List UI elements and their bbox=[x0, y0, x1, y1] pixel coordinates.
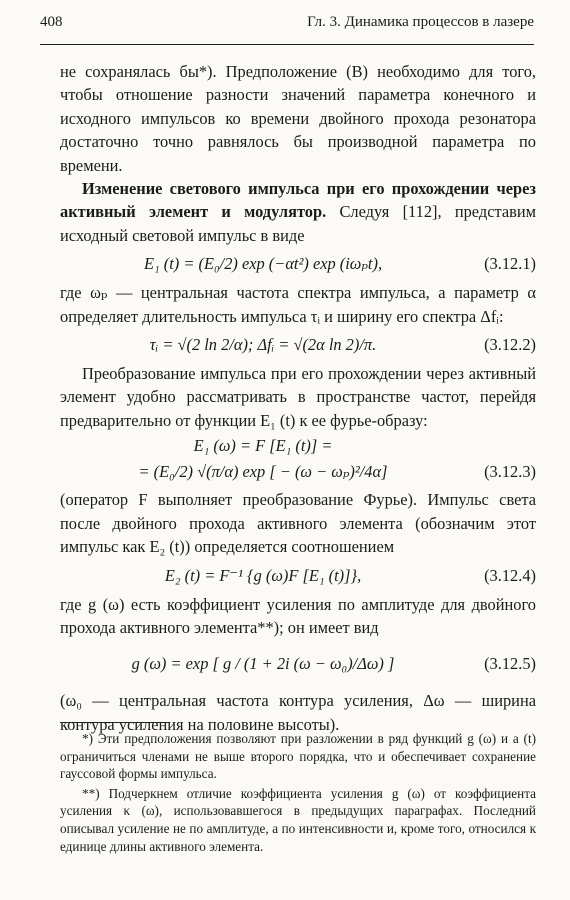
footnotes bbox=[60, 730, 536, 857]
main-text bbox=[60, 60, 536, 736]
equation-3-12-4 bbox=[60, 562, 536, 590]
section-heading: Изменение светового импульса при его прохождении через активный элемент и модулятор. bbox=[60, 179, 536, 222]
paragraph-3: где ωₚ — центральная частота спектра импульса, а параметр α определяет длительность импульса τᵢ и ширину его спектра Δfᵢ: bbox=[60, 283, 536, 326]
equation-formula: τᵢ = √(2 ln 2/α); Δfᵢ = √(2α ln 2)/π. bbox=[149, 335, 377, 355]
equation-formula: g (ω) = exp [ g / (1 + 2i (ω − ω₀)/Δω) ] bbox=[131, 654, 395, 674]
header-rule bbox=[40, 44, 534, 45]
footnote-separator bbox=[60, 722, 170, 723]
equation-number: (3.12.1) bbox=[484, 254, 536, 274]
equation-3-12-5 bbox=[60, 642, 536, 686]
chapter-title: Гл. 3. Динамика процессов в лазере bbox=[307, 14, 534, 30]
paragraph-7: (ω₀ — центральная частота контура усиления, Δω — ширина контура усиления на половине высоты). bbox=[60, 691, 536, 734]
paragraph-2-text: Следуя [112], представим исходный световой импульс в виде bbox=[60, 202, 536, 245]
equation-number: (3.12.4) bbox=[484, 565, 536, 585]
equation-3-12-1 bbox=[60, 250, 536, 278]
equation-line-1: E₁ (ω) = F [E₁ (t)] = bbox=[193, 436, 333, 456]
equation-formula: E₂ (t) = F⁻¹ {g (ω)F [E₁ (t)]}, bbox=[164, 565, 362, 585]
paragraph-6: где g (ω) есть коэффициент усиления по амплитуде для двойного прохода активного элемента**); он имеет вид bbox=[60, 594, 536, 637]
page-number: 408 bbox=[40, 14, 63, 30]
paragraph-1: не сохранялась бы*). Предположение (B) необходимо для того, чтобы отношение разности значений параметра конечного и исходного импульсов ко времени двойного прохода резонатора достаточно точно равнялось бы производной параметра по времени. bbox=[60, 62, 536, 175]
equation-3-12-3 bbox=[60, 434, 536, 486]
paragraph-2 bbox=[60, 177, 536, 247]
equation-3-12-2 bbox=[60, 331, 536, 359]
paragraph-5: (оператор F выполняет преобразование Фурье). Импульс света после двойного прохода активного элемента (обозначим этот импульс как E₂ (t)) определяется соотношением bbox=[60, 490, 536, 557]
equation-formula: E₁ (t) = (E₀/2) exp (−αt²) exp (iωₚt), bbox=[143, 254, 383, 274]
running-header bbox=[40, 14, 534, 40]
equation-number: (3.12.3) bbox=[484, 462, 536, 482]
equation-number: (3.12.5) bbox=[484, 654, 536, 674]
equation-line-2: = (E₀/2) √(π/α) exp [ − (ω − ωₚ)²/4α] bbox=[138, 462, 388, 482]
footnote-2: **) Подчеркнем отличие коэффициента усиления g (ω) от коэффициента усиления κ (ω), использовавшегося в предыдущих параграфах. Последний описывал усиление не по амплитуде, а по интенсивности и, кроме того, относился к единице длины активного элемента. bbox=[60, 785, 536, 854]
footnote-1: *) Эти предположения позволяют при разложении в ряд функций g (ω) и a (t) ограничиться членами не выше второго порядка, что и обеспечивает сохранение гауссовой формы импульса. bbox=[60, 731, 536, 782]
paragraph-4: Преобразование импульса при его прохождении через активный элемент удобно рассматривать в пространстве частот, перейдя предварительно от функции E₁ (t) к ее фурье-образу: bbox=[60, 364, 536, 430]
equation-number: (3.12.2) bbox=[484, 335, 536, 355]
